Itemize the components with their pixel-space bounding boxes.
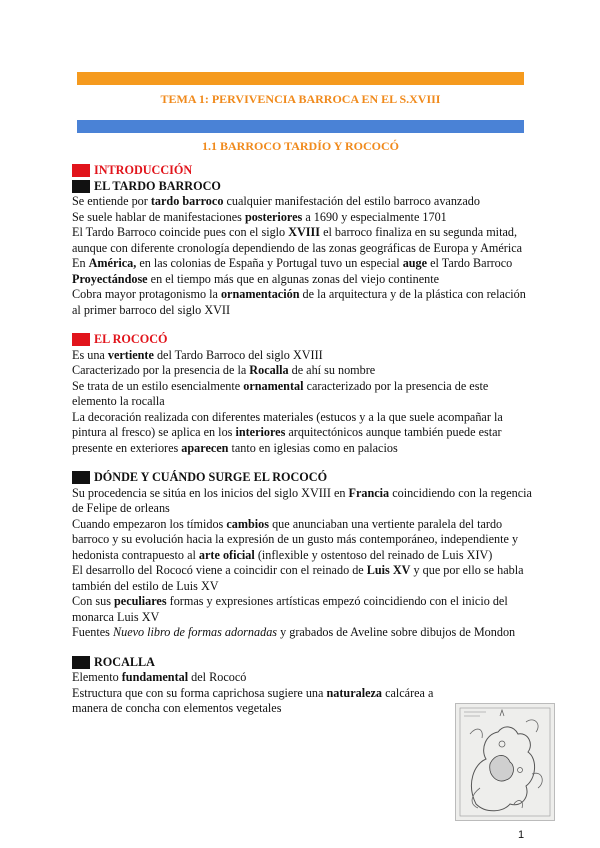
- section-heading-intro: INTRODUCCIÓN: [72, 163, 532, 179]
- document-body: [72, 163, 532, 717]
- engraving-illustration: [456, 704, 554, 820]
- paragraph: El Tardo Barroco coincide pues con el siglo XVIII el barroco finaliza en su segunda mitad, aunque con diferente cronología dependiendo de las zonas geográficas de Europa y América: [72, 225, 523, 255]
- paragraph: Cuando empezaron los tímidos cambios que anunciaban una vertiente paralela del tardo barroco y su evolución hacia la expresión de un gusto más contemporáneo, independiente y hedonista contrapuesto al arte oficial (inflexible y ostentoso del reinado de Luis XIV): [72, 516, 519, 562]
- red-square-icon: [72, 164, 90, 177]
- section-heading-rocalla: ROCALLA: [72, 655, 532, 671]
- paragraph: Fuentes Nuevo libro de formas adornadas y grabados de Aveline sobre dibujos de Mondon: [72, 625, 516, 639]
- red-square-icon: [72, 333, 90, 346]
- page-subtitle: 1.1 BARROCO TARDÍO Y ROCOCÓ: [201, 139, 399, 153]
- paragraph: La decoración realizada con diferentes materiales (estucos y a la que suele acompañar la pintura al fresco) se aplica en los interiores arquitectónicos aunque también puede estar presente en exteriores aparecen tanto en iglesias como en palacios: [72, 409, 503, 455]
- black-square-icon: [72, 471, 90, 484]
- paragraph: Estructura que con su forma caprichosa sugiere una naturaleza calcárea a manera de concha con elementos vegetales: [72, 685, 434, 715]
- paragraph: El desarrollo del Rococó viene a coincidir con el reinado de Luis XV y que por ello se habla también del estilo de Luis XV: [72, 563, 524, 593]
- subheading-tardo-barroco: EL TARDO BARROCO: [72, 179, 532, 195]
- page-number: 1: [518, 829, 525, 841]
- paragraph: Caracterizado por la presencia de la Rocalla de ahí su nombre: [72, 363, 376, 377]
- paragraph: En América, en las colonias de España y Portugal tuvo un especial auge el Tardo Barroco: [72, 256, 513, 270]
- paragraph: Se suele hablar de manifestaciones posteriores a 1690 y especialmente 1701: [72, 209, 447, 224]
- paragraph: Cobra mayor protagonismo la ornamentación de la arquitectura y de la plástica con relación al primer barroco del siglo XVII: [72, 287, 526, 317]
- rocalla-engraving-image: [455, 703, 555, 821]
- section-heading-donde: DÓNDE Y CUÁNDO SURGE EL ROCOCÓ: [72, 470, 532, 486]
- black-square-icon: [72, 180, 90, 193]
- paragraph: Se entiende por tardo barroco cualquier manifestación del estilo barroco avanzado: [72, 194, 480, 208]
- page-title: TEMA 1: PERVIVENCIA BARROCA EN EL S.XVIII: [160, 92, 441, 106]
- paragraph: Es una vertiente del Tardo Barroco del siglo XVIII: [72, 347, 323, 362]
- paragraph: Proyectándose en el tiempo más que en algunas zonas del viejo continente: [72, 271, 440, 286]
- orange-header-bar: [77, 72, 524, 85]
- paragraph: Se trata de un estilo esencialmente ornamental caracterizado por la presencia de este elemento la rocalla: [72, 378, 489, 408]
- black-square-icon: [72, 656, 90, 669]
- section-heading-rococo: EL ROCOCÓ: [72, 332, 532, 348]
- paragraph: Su procedencia se sitúa en los inicios del siglo XVIII en Francia coincidiendo con la regencia de Felipe de orleans: [72, 485, 532, 515]
- blue-header-bar: [77, 120, 524, 133]
- paragraph: Con sus peculiares formas y expresiones artísticas empezó coincidiendo con el inicio del monarca Luis XV: [72, 594, 508, 624]
- paragraph: Elemento fundamental del Rococó: [72, 670, 247, 684]
